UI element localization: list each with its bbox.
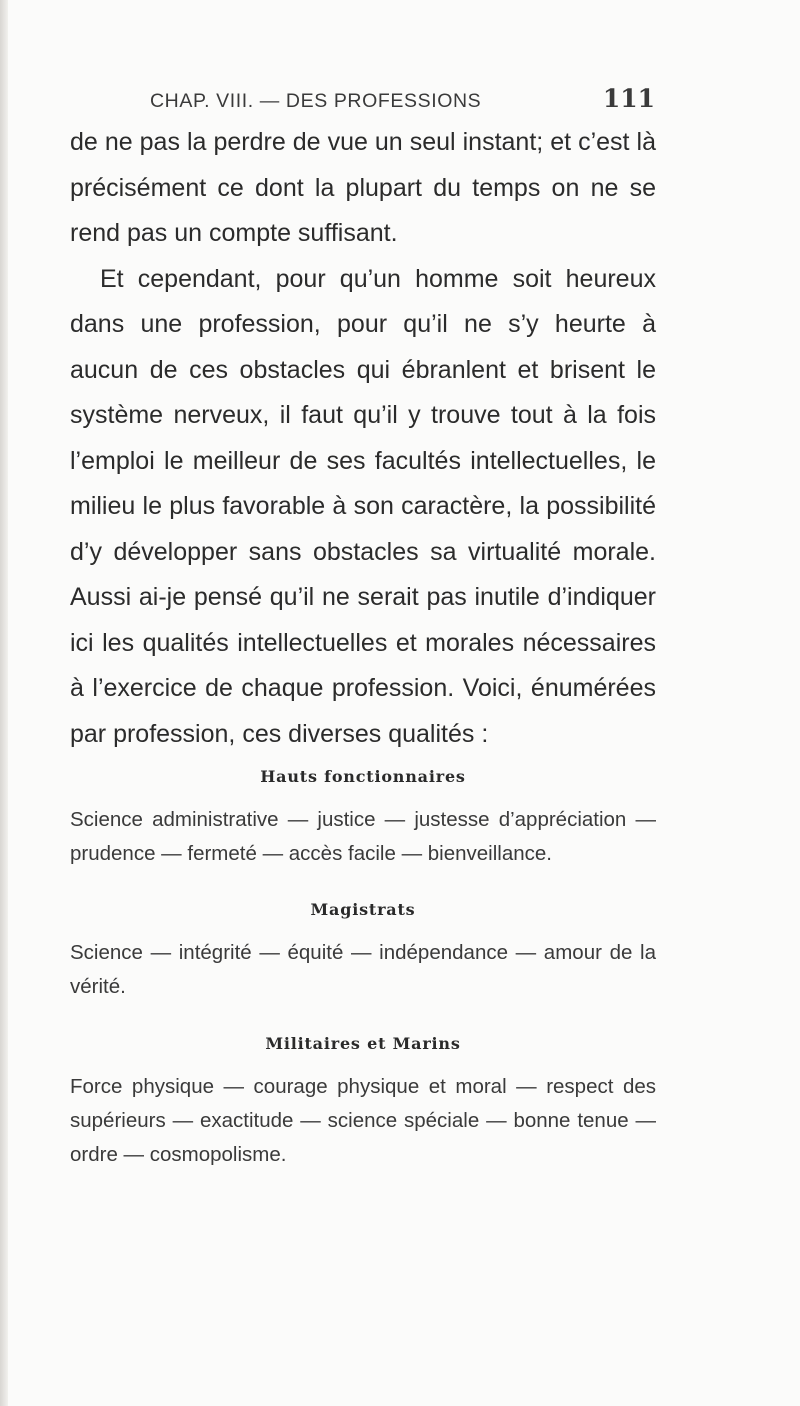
profession-section-militaires-et-marins [70,1034,656,1172]
section-text: Force physique — courage physique et moral — respect des supérieurs — exactitude — science spéciale — bonne tenue — ordre — cosmopolisme. [70,1075,656,1166]
profession-section-magistrats [70,900,656,1004]
page-number: 111 [602,84,655,113]
section-text: Science — intégrité — équité — indépendance — amour de la vérité. [70,941,656,998]
running-head [150,84,655,118]
section-text: Science administrative — justice — justesse d’appréciation — prudence — fermeté — accès facile — bienveillance. [70,808,656,865]
paragraph: de ne pas la perdre de vue un seul instant; et c’est là précisément ce dont la plupart du temps on ne se rend pas un compte suffisant. [70,128,656,247]
running-title: CHAP. VIII. — DES PROFESSIONS [150,90,482,112]
section-heading: Hauts fonctionnaires [260,767,466,786]
paragraph: Et cependant, pour qu’un homme soit heureux dans une profession, pour qu’il ne s’y heurte à aucun de ces obstacles qui ébranlent et brisent le système nerveux, il faut qu’il y trouve tout à la fois l’emploi le meilleur de ses facultés intellectuelles, le milieu le plus favorable à son caractère, la possibilité d’y développer sans obstacles sa virtualité morale. Aussi ai-je pensé qu’il ne serait pas inutile d’indiquer ici les qualités intellectuelles et morales nécessaires à l’exercice de chaque profession. Voici, énumérées par profession, ces diverses qualités : [70,264,656,748]
section-heading: Magistrats [310,900,416,919]
binding-edge [0,0,8,1406]
profession-section-hauts-fonctionnaires [70,767,656,871]
section-heading: Militaires et Marins [265,1034,461,1053]
body-text [70,120,656,757]
